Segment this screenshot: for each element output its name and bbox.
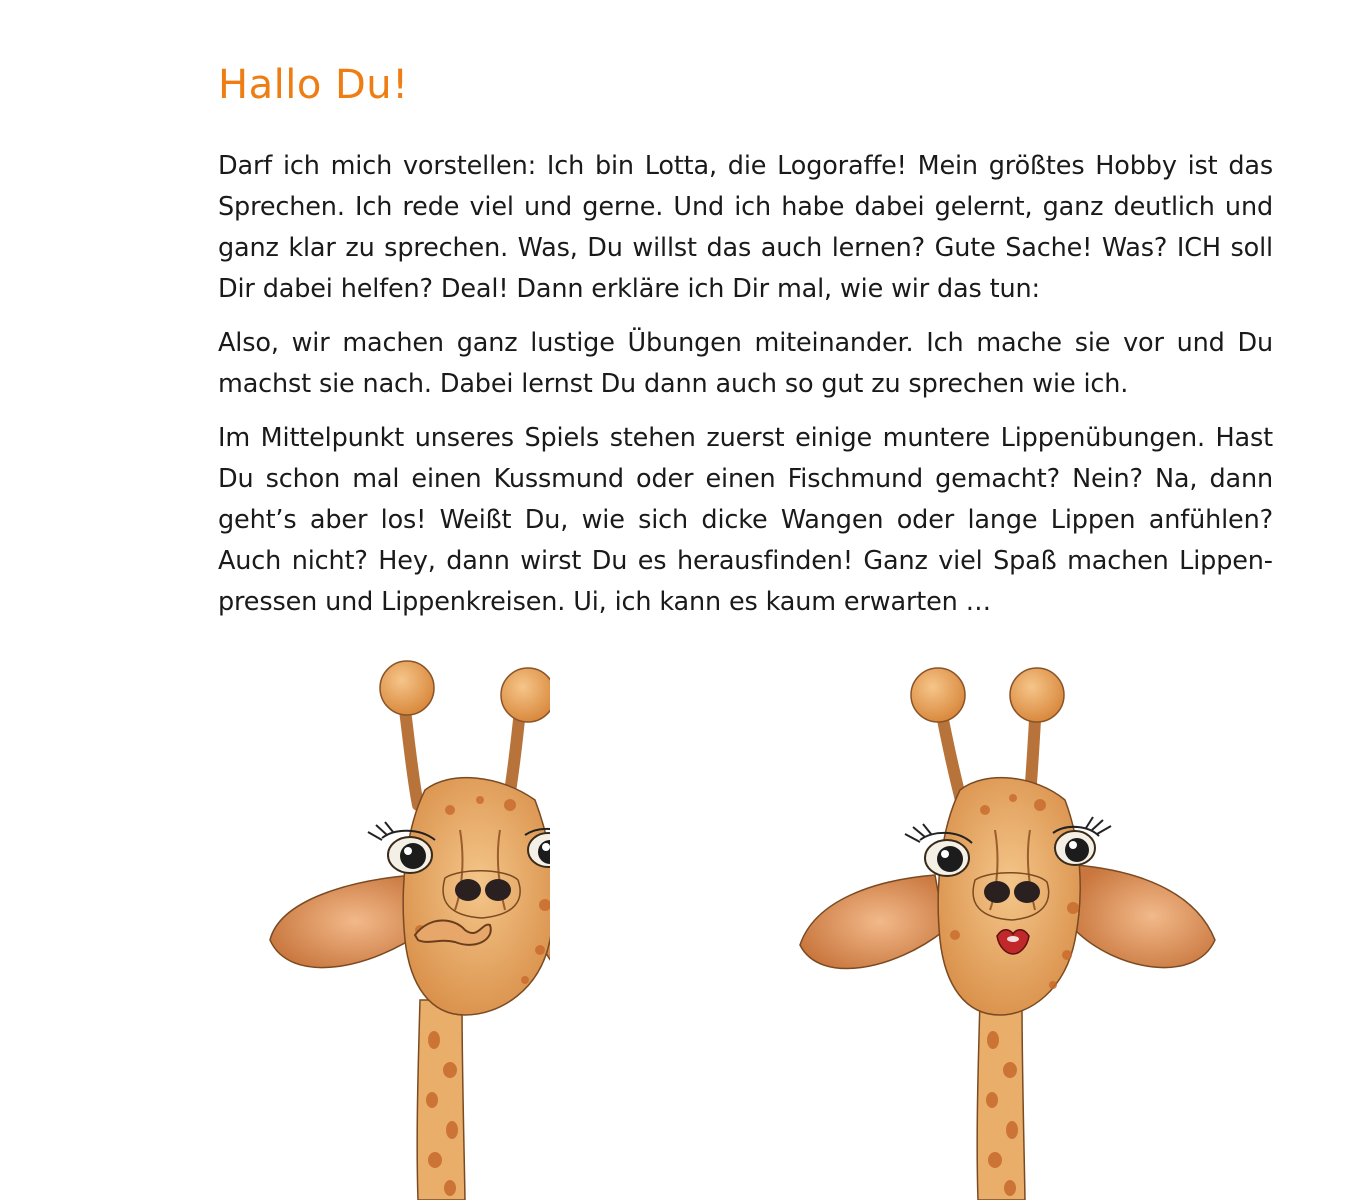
body-text: [218, 146, 1273, 636]
giraffe-illustration-twisted-mouth: [250, 640, 550, 1200]
paragraph-2: Also, wir machen ganz lustige Übungen miteinander. Ich mache sie vor und Du machst sie nach. Dabei lernst Du dann auch so gut zu sprechen wie ich.: [218, 328, 1273, 399]
giraffe-illustration-kiss-mouth: [775, 640, 1235, 1200]
paragraph-1: Darf ich mich vorstellen: Ich bin Lotta, die Logoraffe! Mein größtes Hobby ist das Sprechen. Ich rede viel und gerne. Und ich habe dabei gelernt, ganz deutlich und ganz klar zu sprechen. Was, Du willst das auch lernen? Gute Sache! Was? ICH soll Dir dabei helfen? Deal! Dann erkläre ich Dir mal, wie wir das tun:: [218, 151, 1273, 304]
paragraph-3: Im Mittelpunkt unseres Spiels stehen zuerst einige muntere Lippenübungen. Hast Du schon mal einen Kussmund oder einen Fischmund gemacht? Nein? Na, dann geht’s aber los! Weißt Du, wie sich dicke Wangen oder lange Lippen anfühlen? Auch nicht? Hey, dann wirst Du es herausfinden! Ganz viel Spaß machen Lippenpressen und Lippenkreisen. Ui, ich kann es kaum erwarten …: [218, 423, 1273, 617]
page-heading: Hallo Du!: [218, 62, 409, 108]
